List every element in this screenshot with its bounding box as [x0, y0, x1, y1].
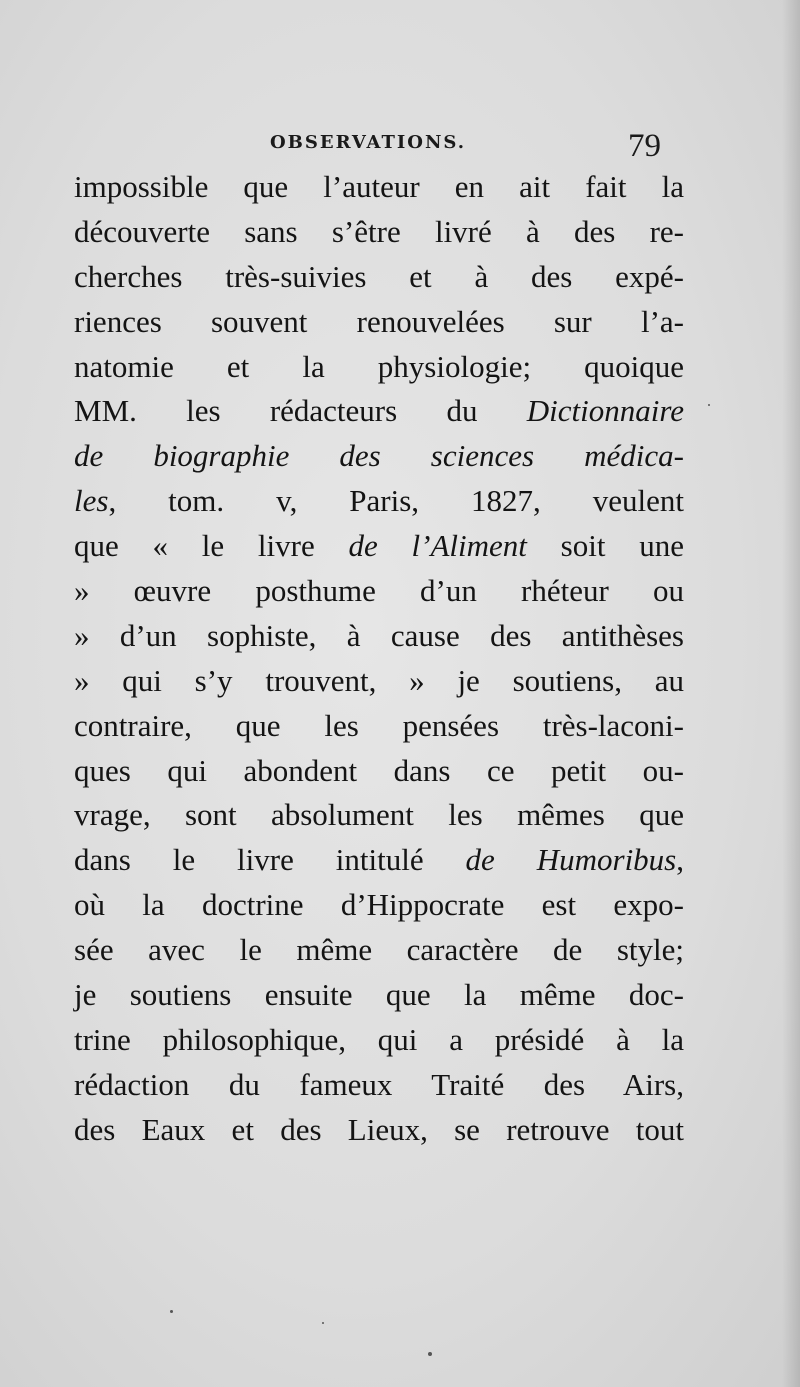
text-line [74, 793, 684, 838]
page-edge-shadow [782, 0, 800, 1387]
text-line [74, 479, 684, 524]
text-segment: rédaction du fameux Traité des Airs, [74, 1066, 684, 1102]
paper-speck [170, 1310, 173, 1313]
text-line [74, 614, 684, 659]
text-line [74, 928, 684, 973]
text-line [74, 659, 684, 704]
text-segment: » d’un sophiste, à cause des antithèses [74, 617, 684, 653]
italic-text: de l’Aliment [348, 528, 527, 564]
text-segment: des Eaux et des Lieux, se retrouve tout [74, 1111, 684, 1147]
text-line [74, 524, 684, 569]
text-segment: vrage, sont absolument les mêmes que [74, 797, 684, 833]
text-segment: contraire, que les pensées très-laconi- [74, 707, 684, 743]
italic-text: de Humoribus [465, 842, 677, 878]
body-text [74, 165, 684, 1153]
running-head: OBSERVATIONS. [270, 132, 467, 153]
text-line [74, 300, 684, 345]
text-line [74, 389, 684, 434]
text-line [74, 704, 684, 749]
text-segment: soit une [526, 528, 684, 564]
text-segment: ques qui abondent dans ce petit ou- [74, 752, 684, 788]
italic-text: de biographie des sciences médica- [74, 438, 684, 474]
text-line [74, 1063, 684, 1108]
text-segment: cherches très-suivies et à des expé- [74, 258, 684, 294]
page-number: 79 [628, 128, 661, 164]
text-line [74, 838, 684, 883]
text-segment: où la doctrine d’Hippocrate est expo- [74, 887, 684, 923]
italic-text: Dictionnaire [526, 393, 684, 429]
text-segment: découverte sans s’être livré à des re- [74, 213, 684, 249]
text-segment: sée avec le même caractère de style; [74, 932, 684, 968]
paper-speck [428, 1352, 432, 1356]
text-segment: trine philosophique, qui a présidé à la [74, 1021, 684, 1057]
text-line [74, 165, 684, 210]
text-segment: , [676, 842, 684, 878]
text-line [74, 973, 684, 1018]
text-segment: dans le livre intitulé [74, 842, 466, 878]
text-segment: natomie et la physiologie; quoique [74, 348, 684, 384]
text-segment: impossible que l’auteur en ait fait la [74, 169, 684, 204]
text-line [74, 1018, 684, 1063]
italic-text: les [74, 483, 109, 519]
page-header [0, 128, 800, 168]
text-line [74, 749, 684, 794]
text-line [74, 210, 684, 255]
text-line [74, 345, 684, 390]
text-segment: , tom. v, Paris, 1827, veulent [108, 483, 684, 519]
text-line [74, 569, 684, 614]
text-line [74, 1108, 684, 1153]
text-segment: » qui s’y trouvent, » je soutiens, au [74, 662, 684, 698]
text-segment: MM. les rédacteurs du [74, 393, 527, 429]
paper-speck [322, 1322, 324, 1324]
text-segment: je soutiens ensuite que la même doc- [74, 977, 684, 1013]
text-line [74, 434, 684, 479]
text-segment: riences souvent renouvelées sur l’a- [74, 303, 684, 339]
text-segment: que « le livre [74, 528, 349, 564]
text-segment: » œuvre posthume d’un rhéteur ou [74, 573, 684, 609]
text-line [74, 255, 684, 300]
text-line [74, 883, 684, 928]
paper-speck [708, 404, 710, 406]
